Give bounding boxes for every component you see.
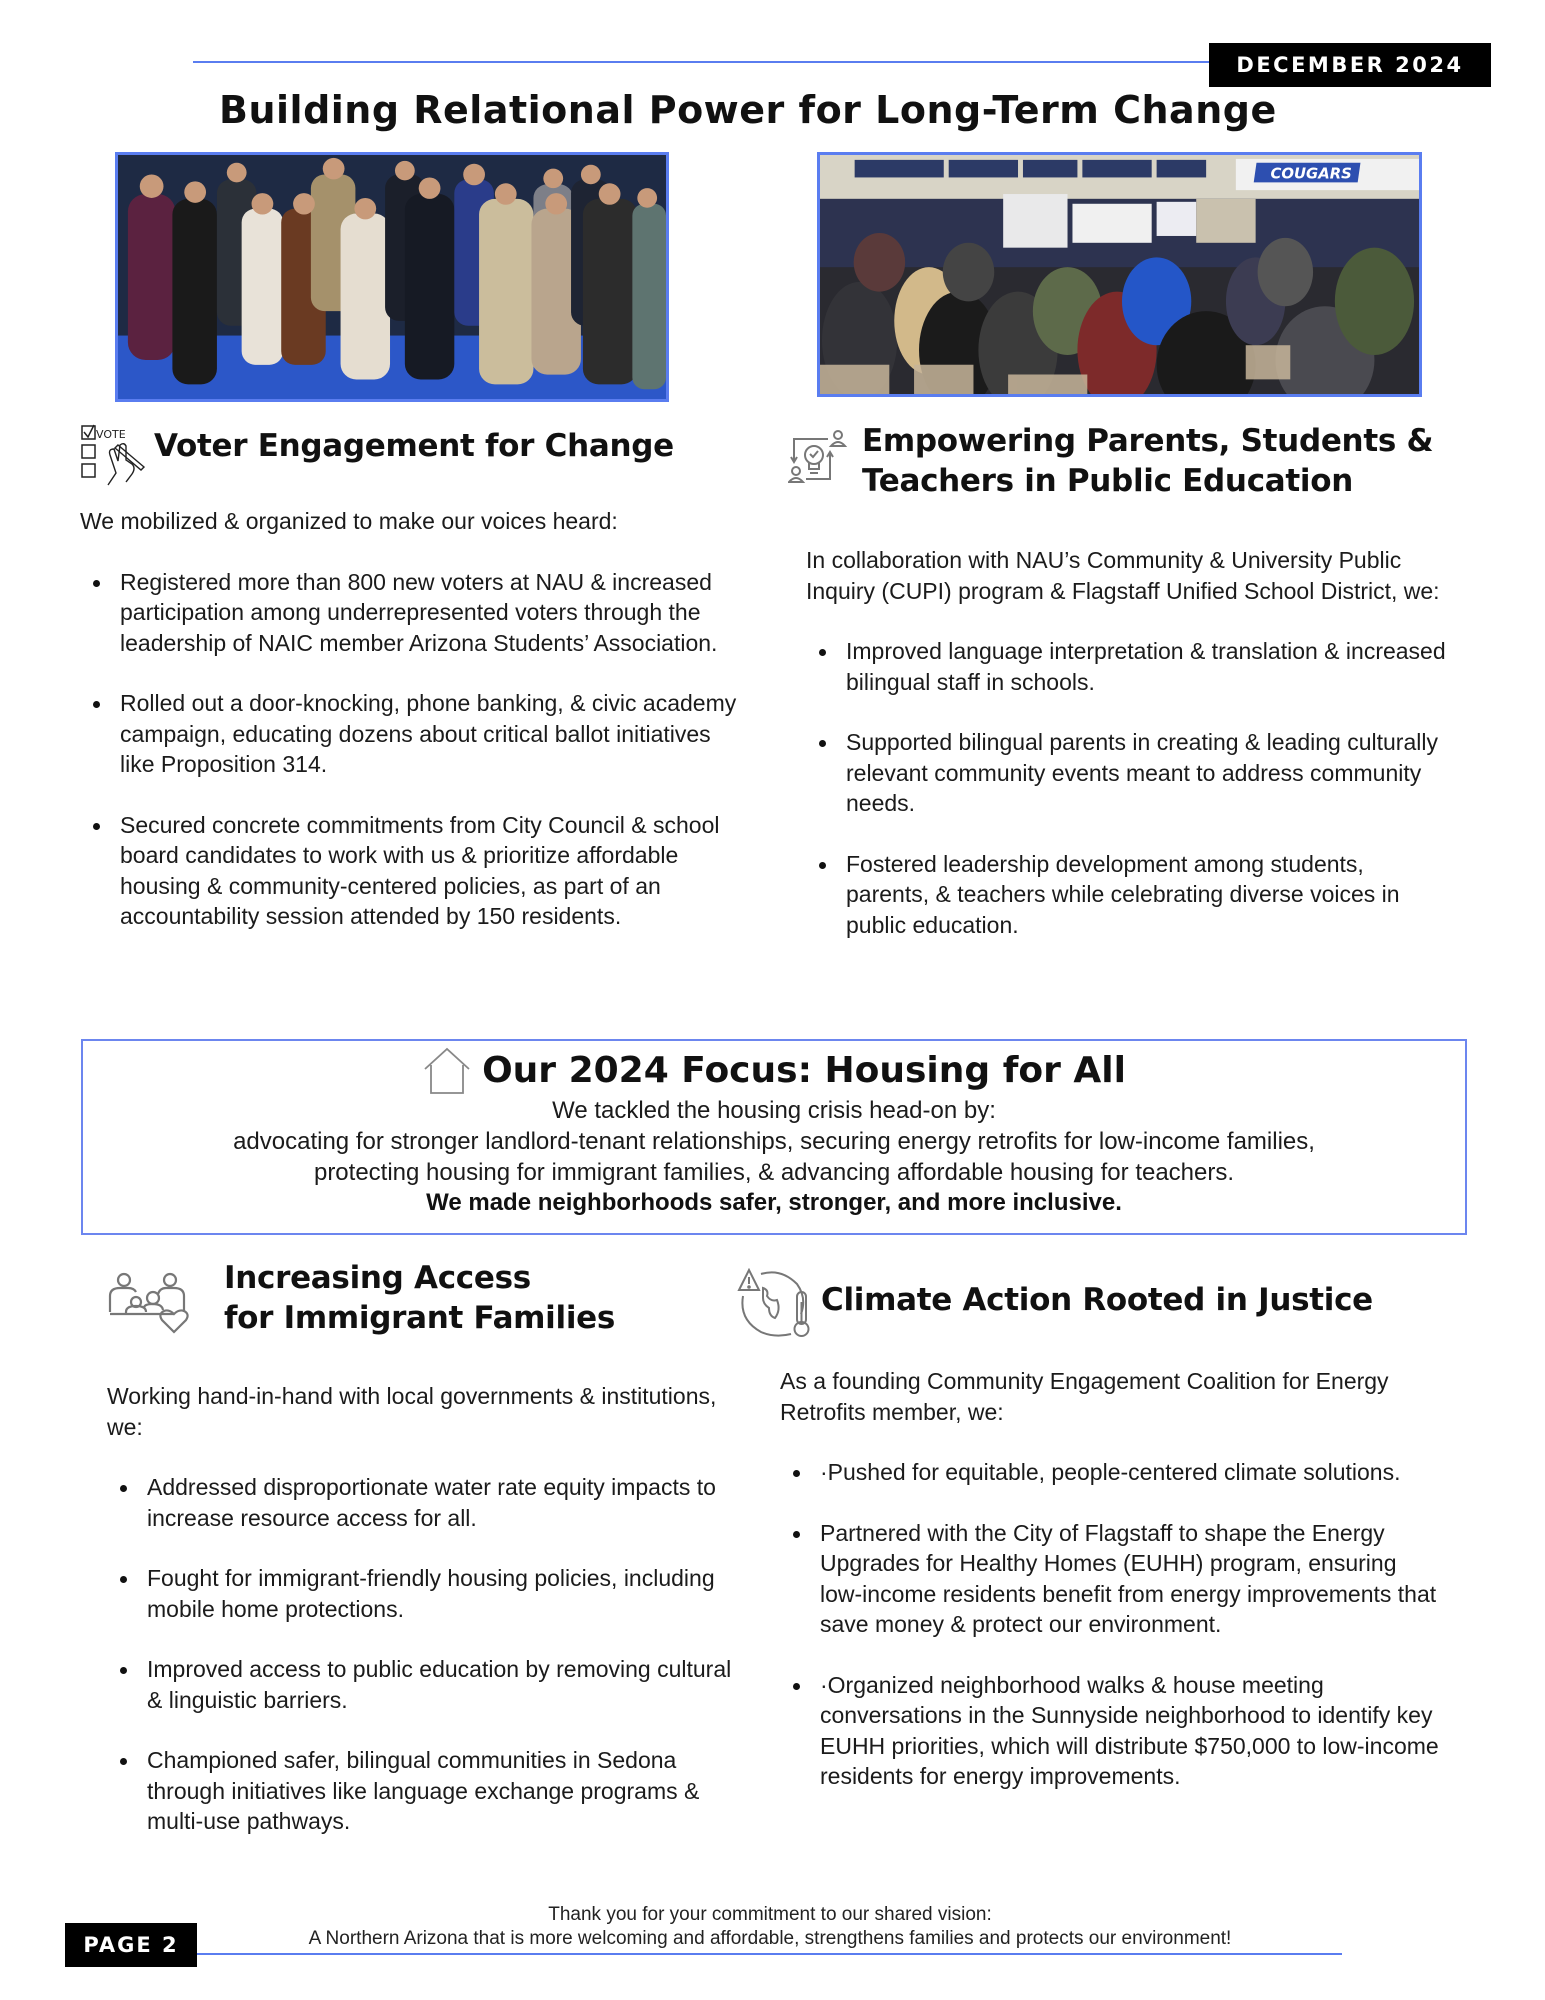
climate-section-header (737, 1268, 1373, 1340)
immigrant-title-line1: Increasing Access (224, 1260, 531, 1296)
list-item: Rolled out a door-knocking, phone banking, & civic academy campaign, educating dozens about critical ballot initiatives like Proposition 314. (80, 688, 740, 780)
education-list (806, 636, 1446, 940)
vote-checklist-icon (80, 423, 154, 491)
immigrant-section-header (108, 1258, 615, 1338)
list-item: Fought for immigrant-friendly housing policies, including mobile home protections. (107, 1563, 732, 1624)
list-item: Registered more than 800 new voters at NAU & increased participation among underrepresented voters through the leadership of NAIC member Arizona Students’ Association. (80, 567, 740, 659)
list-item: Supported bilingual parents in creating & leading culturally relevant community events meant to address community needs. (806, 727, 1446, 819)
focus-line-1: We tackled the housing crisis head-on by: (552, 1097, 996, 1124)
list-item: Addressed disproportionate water rate equity impacts to increase resource access for all. (107, 1472, 732, 1533)
family-heart-icon (108, 1272, 190, 1334)
community-meeting-image (820, 155, 1419, 394)
cougars-banner-text: COUGARS (1270, 165, 1352, 183)
list-item: ·Pushed for equitable, people-centered climate solutions. (780, 1457, 1440, 1488)
immigrant-section-title (224, 1258, 615, 1338)
svg-text:VOTE: VOTE (96, 428, 126, 441)
climate-intro: As a founding Community Engagement Coalition for Energy Retrofits member, we: (780, 1368, 1389, 1425)
voter-section-title: Voter Engagement for Change (154, 428, 674, 464)
focus-title: Our 2024 Focus: Housing for All (482, 1050, 1126, 1091)
community-meeting-photo (817, 152, 1422, 397)
education-section-header (788, 421, 1433, 501)
list-item: ·Organized neighborhood walks & house meeting conversations in the Sunnyside neighborhood to identify key EUHH priorities, which will distribute $750,000 to low-income residents for energy improvements. (780, 1670, 1440, 1792)
group-photo-image (118, 155, 666, 399)
page-title: Building Relational Power for Long-Term Change (219, 88, 1277, 132)
climate-section-title: Climate Action Rooted in Justice (821, 1282, 1373, 1318)
immigrant-list (107, 1472, 732, 1837)
house-icon (422, 1047, 472, 1095)
date-badge: DECEMBER 2024 (1209, 43, 1491, 87)
lightbulb-collaboration-icon (788, 429, 850, 487)
education-intro: In collaboration with NAU’s Community & University Public Inquiry (CUPI) program & Flagstaff Unified School District, we: (806, 547, 1440, 604)
list-item: Fostered leadership development among students, parents, & teachers while celebrating diverse voices in public education. (806, 849, 1446, 941)
list-item: Championed safer, bilingual communities in Sedona through initiatives like language exchange programs & multi-use pathways. (107, 1745, 732, 1837)
focus-title-row (83, 1047, 1465, 1095)
education-title-line2: Teachers in Public Education (862, 463, 1354, 499)
list-item: Partnered with the City of Flagstaff to shape the Energy Upgrades for Healthy Homes (EUHH) program, ensuring low-income residents benefit from energy improvements that save money & protect our environment. (780, 1518, 1440, 1640)
voter-list (80, 567, 740, 932)
list-item: Improved access to public education by removing cultural & linguistic barriers. (107, 1654, 732, 1715)
voter-intro: We mobilized & organized to make our voices heard: (80, 508, 618, 534)
immigrant-section-body (107, 1381, 732, 1837)
focus-line-2: advocating for stronger landlord-tenant relationships, securing energy retrofits for low-income families, (233, 1128, 1315, 1155)
list-item: Improved language interpretation & translation & increased bilingual staff in schools. (806, 636, 1446, 697)
focus-line-3: protecting housing for immigrant families, & advancing affordable housing for teachers. (313, 1159, 1235, 1186)
climate-section-body (780, 1366, 1440, 1792)
globe-thermometer-warning-icon (737, 1268, 817, 1340)
education-section-body (806, 545, 1446, 940)
immigrant-intro: Working hand-in-hand with local governments & institutions, we: (107, 1383, 717, 1440)
voter-section-header (80, 423, 674, 491)
header-rule (193, 61, 1213, 63)
immigrant-title-line2: for Immigrant Families (224, 1300, 616, 1336)
page-number-badge: PAGE 2 (65, 1923, 197, 1967)
housing-focus-box (81, 1039, 1467, 1235)
education-section-title (862, 421, 1433, 501)
focus-emphasis: We made neighborhoods safer, stronger, and more inclusive. (426, 1189, 1122, 1216)
footer-rule (197, 1953, 1342, 1955)
footer-thanks: Thank you for your commitment to our shared vision: (548, 1904, 992, 1925)
voter-section-body (80, 506, 740, 932)
education-title-line1: Empowering Parents, Students & (862, 423, 1434, 459)
list-item: Secured concrete commitments from City Council & school board candidates to work with us & prioritize affordable housing & community-centered policies, as part of an accountability session attended by 150 residents. (80, 810, 740, 932)
footer-vision: A Northern Arizona that is more welcoming and affordable, strengthens families and protects our environment! (308, 1928, 1232, 1949)
group-photo (115, 152, 669, 402)
climate-list (780, 1457, 1440, 1792)
